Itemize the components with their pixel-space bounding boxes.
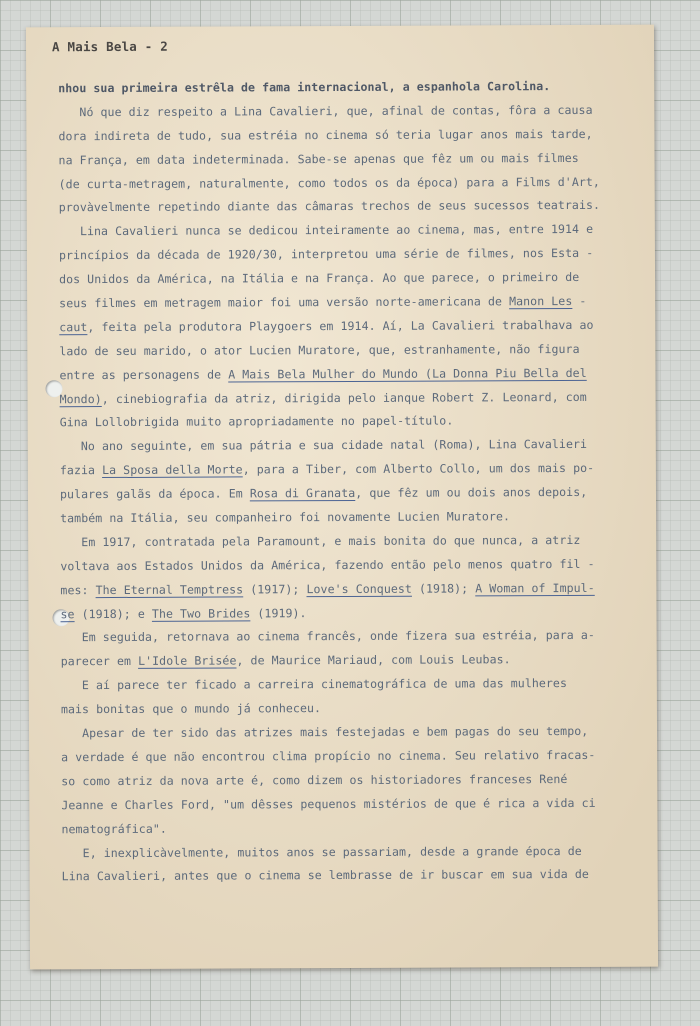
text-line <box>60 552 652 578</box>
text-segment: nhou sua primeira estrêla de fama internacional, a espanhola Carolina. <box>58 79 551 96</box>
text-line <box>59 170 651 196</box>
text-segment: na França, em data indeterminada. Sabe-se apenas que fêz um ou mais filmes <box>58 150 579 167</box>
text-segment: voltava aos Estados Unidos da América, fazendo então pelo menos quatro fil - <box>60 556 595 574</box>
text-segment: Nó que diz respeito a Lina Cavalieri, que, afinal de contas, fôra a causa <box>58 102 593 120</box>
text-line <box>60 481 652 507</box>
text-line <box>62 839 654 865</box>
text-segment: No ano seguinte, em sua pátria e sua cidade natal (Roma), Lina Cavalieri <box>59 437 588 454</box>
text-segment: , cinebiografia da atriz, dirigida pelo ianque Robert Z. Leonard, com <box>101 389 587 406</box>
text-segment: (1918); <box>411 581 476 596</box>
text-segment: E, inexplicàvelmente, muitos anos se passariam, desde a grande época de <box>61 843 582 860</box>
text-segment: lado de seu marido, o ator Lucien Muratore, que, estranhamente, não figura <box>59 341 580 359</box>
text-line <box>58 122 650 148</box>
text-line <box>60 433 652 459</box>
text-segment: E aí parece ter ficado a carreira cinematográfica de uma das mulheres <box>60 676 568 693</box>
text-line <box>58 99 650 125</box>
text-line <box>60 529 652 555</box>
underlined-title: se <box>60 606 75 621</box>
text-segment: Jeanne e Charles Ford, "um dêsses pequenos mistérios de que é rica a vida ci <box>61 795 596 812</box>
underlined-title: The Eternal Temptress <box>95 582 244 597</box>
text-line <box>59 266 651 292</box>
text-line <box>62 863 654 889</box>
text-segment: entre as personagens de <box>59 367 229 382</box>
text-line <box>61 791 653 817</box>
underlined-title: Mondo) <box>59 391 102 406</box>
text-line <box>61 696 653 722</box>
text-segment: pulares galãs da época. Em <box>59 486 250 502</box>
underlined-title: Rosa di Granata <box>249 486 356 501</box>
text-line <box>60 600 652 626</box>
body-text <box>58 75 654 890</box>
text-line <box>61 815 653 841</box>
text-segment: Apesar de ter sido das atrizes mais festejadas e bem pagas do seu tempo, <box>60 723 589 741</box>
text-line <box>61 672 653 698</box>
text-line <box>60 576 652 602</box>
text-segment: Em seguida, retornava ao cinema francês, onde fizera sua estréia, para a- <box>60 628 595 645</box>
text-line <box>59 218 651 244</box>
text-line <box>60 457 652 483</box>
text-segment: mais bonitas que o mundo já conheceu. <box>60 701 322 717</box>
text-line <box>60 385 652 411</box>
text-segment: Lina Cavalieri, antes que o cinema se lembrasse de ir buscar em sua vida de <box>61 867 589 884</box>
text-segment: (1918); e <box>74 606 152 621</box>
text-line <box>59 361 651 387</box>
underlined-title: Manon Les <box>509 294 573 309</box>
underlined-title: Love's Conquest <box>306 581 412 596</box>
typewritten-page <box>26 25 658 970</box>
text-segment: , para a Tiber, com Alberto Collo, um dos mais po- <box>242 461 595 477</box>
text-segment: fazia <box>59 463 103 478</box>
underlined-title: The Two Brides <box>151 605 251 621</box>
underlined-title: A Woman of Impul- <box>475 580 595 596</box>
underlined-title: L'Idole Brisée <box>138 653 237 669</box>
text-line <box>59 242 651 268</box>
text-segment: Em 1917, contratada pela Paramount, e mais bonita do que nunca, a atriz <box>60 532 581 550</box>
text-segment: Lina Cavalieri nunca se dedicou inteiramente ao cinema, mas, entre 1914 e <box>58 222 594 239</box>
text-line <box>59 194 651 220</box>
text-line <box>59 337 651 363</box>
text-line <box>61 624 653 650</box>
text-segment: dos Unidos da América, na Itália e na França. Ao que parece, o primeiro de <box>59 270 580 287</box>
text-segment: a verdade é que não encontrou clima propício no cinema. Seu relativo fracas- <box>61 747 596 765</box>
text-segment: dora indireta de tudo, sua estréia no cinema só teria lugar anos mais tarde, <box>58 126 593 144</box>
text-segment: seus filmes em metragem maior foi uma versão norte-americana de <box>59 294 510 311</box>
page-header: A Mais Bela - 2 <box>51 38 168 55</box>
text-segment: so como atriz da nova arte é, como dizem os historiadores franceses René <box>61 771 568 789</box>
text-segment: , feita pela produtora Playgoers em 1914. Aí, La Cavalieri trabalhava ao <box>87 317 594 335</box>
underlined-title: A Mais Bela Mulher do Mundo (La Donna Piu Bella del <box>228 365 587 382</box>
text-line <box>58 75 650 101</box>
text-line <box>59 290 651 316</box>
text-line <box>58 146 650 172</box>
text-line <box>60 409 652 435</box>
text-line <box>61 767 653 793</box>
text-segment: provàvelmente repetindo diante das câmaras trechos de seus sucessos teatrais. <box>58 198 601 215</box>
text-segment: (1919). <box>250 605 307 620</box>
underlined-title: La Sposa della Morte <box>102 462 243 478</box>
text-line <box>61 648 653 674</box>
text-segment: também na Itália, seu companheiro foi novamente Lucien Muratore. <box>60 509 511 526</box>
text-line <box>61 720 653 746</box>
text-line <box>60 505 652 531</box>
text-segment: (de curta-metragem, naturalmente, como todos os da época) para a Films d'Art, <box>58 174 600 191</box>
text-segment: parecer em <box>60 654 139 669</box>
text-segment: , de Maurice Mariaud, com Louis Leubas. <box>236 652 511 668</box>
text-line <box>59 314 651 340</box>
text-segment: mes: <box>60 582 96 597</box>
text-line <box>61 744 653 770</box>
text-segment: Gina Lollobrigida muito apropriadamente no papel-título. <box>59 413 454 430</box>
text-segment: - <box>572 293 587 309</box>
underlined-title: caut <box>59 320 88 335</box>
text-segment: princípios da década de 1920/30, interpretou uma série de filmes, nos Esta - <box>58 246 594 263</box>
text-segment: nematográfica". <box>61 821 167 836</box>
text-segment: (1917); <box>243 581 307 597</box>
text-segment: , que fêz um ou dois anos depois, <box>355 485 588 501</box>
